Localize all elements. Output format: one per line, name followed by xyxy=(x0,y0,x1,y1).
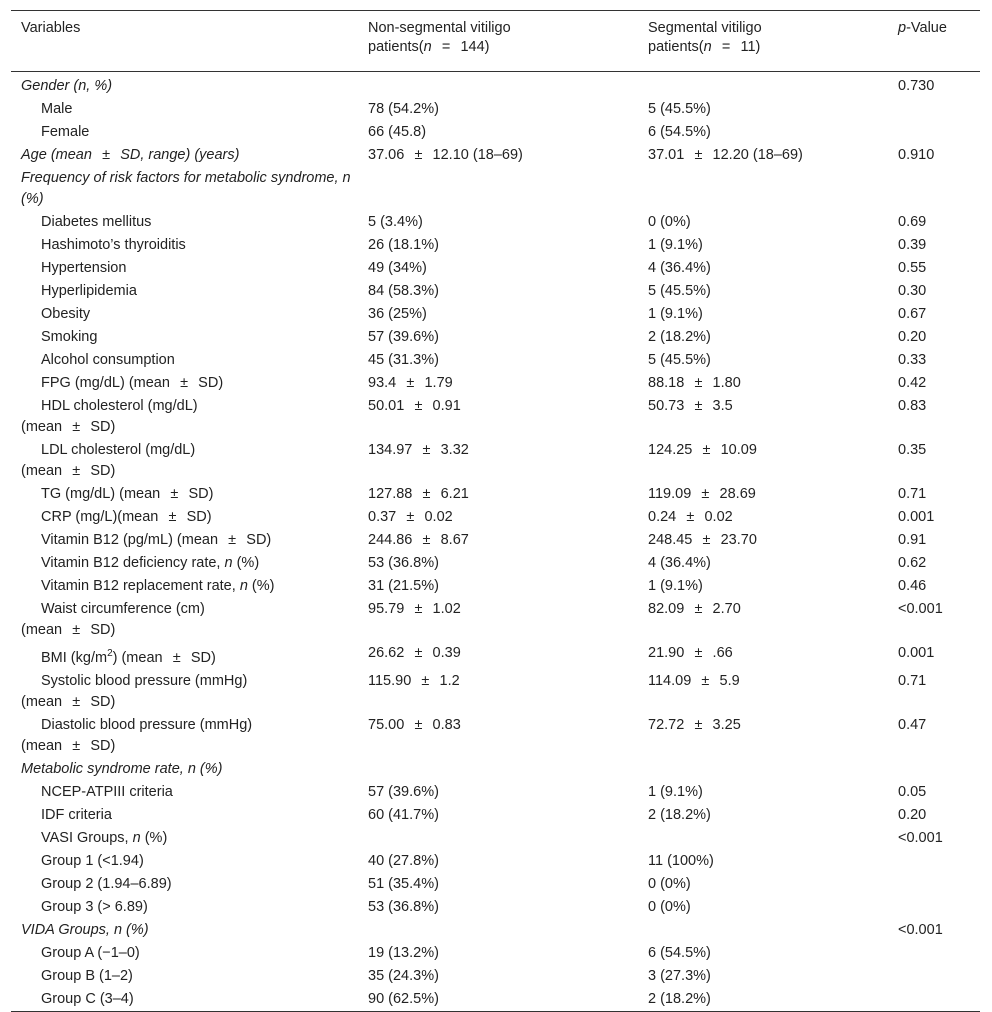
table-row xyxy=(11,280,980,303)
cell-pvalue: 0.69 xyxy=(898,214,927,230)
cell-variable xyxy=(11,506,368,529)
cell-pvalue: 0.001 xyxy=(898,509,935,525)
cell-nonsegmental: 93.4 ± 1.79 xyxy=(368,375,453,391)
cell-nonsegmental xyxy=(368,919,648,942)
table-row xyxy=(11,395,980,439)
cell-nonsegmental: 19 (13.2%) xyxy=(368,944,439,961)
cell-pvalue xyxy=(898,942,980,965)
table-row xyxy=(11,234,980,257)
cell-pvalue: 0.67 xyxy=(898,306,927,322)
table-row xyxy=(11,827,980,850)
cell-nonsegmental: 26 (18.1%) xyxy=(368,237,439,253)
row-label: NCEP-ATPIII criteria xyxy=(41,783,173,800)
row-label: Group 3 (> 6.89) xyxy=(41,898,148,915)
cell-pvalue: 0.910 xyxy=(898,147,935,163)
table-row xyxy=(11,98,980,121)
table-row xyxy=(11,804,980,827)
header-seg-line2b: = 11) xyxy=(711,39,761,55)
table-row xyxy=(11,326,980,349)
cell-variable xyxy=(11,483,368,506)
cell-nonsegmental: 36 (25%) xyxy=(368,306,427,322)
cell-segmental: 2 (18.2%) xyxy=(648,806,711,823)
cell-pvalue xyxy=(898,167,980,211)
cell-nonsegmental: 57 (39.6%) xyxy=(368,329,439,345)
section-label: Gender (n, %) xyxy=(21,78,113,94)
cell-variable xyxy=(11,326,368,349)
table-row xyxy=(11,483,980,506)
cell-nonsegmental: 5 (3.4%) xyxy=(368,214,423,230)
row-label: CRP (mg/L)(mean ± SD) xyxy=(41,509,212,525)
cell-pvalue xyxy=(898,758,980,781)
cell-nonsegmental: 26.62 ± 0.39 xyxy=(368,645,461,661)
table-row xyxy=(11,942,980,965)
row-label-sup: 2 xyxy=(107,648,113,659)
cell-variable xyxy=(11,714,368,758)
table-row xyxy=(11,670,980,714)
cell-pvalue: 0.91 xyxy=(898,532,927,548)
section-label: Age (mean ± SD, range) (years) xyxy=(21,147,240,163)
cell-variable xyxy=(11,670,368,714)
cell-pvalue: 0.55 xyxy=(898,260,927,276)
cell-variable xyxy=(11,372,368,395)
row-label: IDF criteria xyxy=(41,806,112,823)
cell-segmental: 6 (54.5%) xyxy=(648,124,711,140)
cell-variable xyxy=(11,896,368,919)
row-label-b: (%) xyxy=(140,829,168,846)
header-nonsegmental xyxy=(368,11,648,72)
table-row xyxy=(11,506,980,529)
cell-variable xyxy=(11,167,368,211)
row-label: Group 2 (1.94–6.89) xyxy=(41,875,172,892)
cell-variable xyxy=(11,529,368,552)
row-label: Systolic blood pressure (mmHg) xyxy=(41,672,248,689)
cell-variable xyxy=(11,758,368,781)
row-label-b: ) (mean ± SD) xyxy=(112,649,216,666)
cell-variable xyxy=(11,72,368,99)
cell-nonsegmental: 31 (21.5%) xyxy=(368,578,439,594)
cell-pvalue: 0.35 xyxy=(898,442,927,458)
cell-nonsegmental: 115.90 ± 1.2 xyxy=(368,672,460,689)
cell-segmental: 114.09 ± 5.9 xyxy=(648,672,740,689)
table-row xyxy=(11,72,980,99)
vitiligo-comparison-table xyxy=(11,10,980,1012)
table-row xyxy=(11,257,980,280)
cell-pvalue: <0.001 xyxy=(898,601,943,617)
cell-pvalue xyxy=(898,873,980,896)
cell-segmental: 1 (9.1%) xyxy=(648,783,703,800)
cell-nonsegmental: 75.00 ± 0.83 xyxy=(368,716,461,733)
row-label: Smoking xyxy=(41,329,98,345)
cell-variable xyxy=(11,642,368,670)
row-label-b: (%) xyxy=(247,578,275,594)
header-nonseg-n: n xyxy=(423,39,432,55)
cell-pvalue: 0.46 xyxy=(898,578,927,594)
cell-variable xyxy=(11,349,368,372)
cell-segmental xyxy=(648,827,898,850)
table-header-row xyxy=(11,11,980,72)
table-row xyxy=(11,552,980,575)
row-label: FPG (mg/dL) (mean ± SD) xyxy=(41,375,224,391)
cell-pvalue: 0.62 xyxy=(898,555,927,571)
row-label-n: n xyxy=(224,555,233,571)
cell-pvalue: 0.83 xyxy=(898,398,927,414)
cell-nonsegmental: 49 (34%) xyxy=(368,260,427,276)
cell-nonsegmental: 66 (45.8) xyxy=(368,124,427,140)
row-label: LDL cholesterol (mg/dL) xyxy=(41,442,196,458)
table-row xyxy=(11,349,980,372)
cell-segmental: 4 (36.4%) xyxy=(648,555,711,571)
cell-segmental: 11 (100%) xyxy=(648,852,714,869)
cell-nonsegmental xyxy=(368,758,648,781)
cell-nonsegmental xyxy=(368,167,648,211)
row-label: Obesity xyxy=(41,306,91,322)
cell-segmental: 3 (27.3%) xyxy=(648,967,711,984)
row-label: Hyperlipidemia xyxy=(41,283,137,299)
cell-segmental: 4 (36.4%) xyxy=(648,260,711,276)
cell-variable xyxy=(11,804,368,827)
cell-pvalue xyxy=(898,98,980,121)
cell-variable xyxy=(11,257,368,280)
cell-variable xyxy=(11,439,368,483)
cell-variable xyxy=(11,850,368,873)
cell-variable xyxy=(11,144,368,167)
row-label: Waist circumference (cm) xyxy=(41,601,205,617)
cell-segmental: 0.24 ± 0.02 xyxy=(648,509,733,525)
row-label-continued: (mean ± SD) xyxy=(21,419,116,435)
cell-segmental: 0 (0%) xyxy=(648,875,691,892)
header-variables xyxy=(11,11,368,72)
section-label: Metabolic syndrome rate, n (%) xyxy=(21,760,223,777)
cell-nonsegmental: 57 (39.6%) xyxy=(368,783,439,800)
row-label: Alcohol consumption xyxy=(41,352,175,368)
row-label-a: Vitamin B12 deficiency rate, xyxy=(41,555,225,571)
row-label-b: (%) xyxy=(232,555,260,571)
cell-segmental: 1 (9.1%) xyxy=(648,306,703,322)
header-variables-label: Variables xyxy=(21,20,81,36)
cell-pvalue: 0.39 xyxy=(898,237,927,253)
cell-variable xyxy=(11,942,368,965)
cell-segmental xyxy=(648,167,898,211)
cell-nonsegmental: 37.06 ± 12.10 (18–69) xyxy=(368,147,523,163)
cell-nonsegmental: 95.79 ± 1.02 xyxy=(368,601,461,617)
row-label: Group C (3–4) xyxy=(41,990,134,1007)
cell-pvalue: 0.42 xyxy=(898,375,927,391)
row-label: Hashimoto’s thyroiditis xyxy=(41,237,186,253)
cell-variable xyxy=(11,552,368,575)
header-seg-line1: Segmental vitiligo xyxy=(648,20,762,36)
cell-pvalue: 0.20 xyxy=(898,329,927,345)
cell-nonsegmental: 35 (24.3%) xyxy=(368,967,439,984)
cell-pvalue: 0.33 xyxy=(898,352,927,368)
row-label-a: BMI (kg/m xyxy=(41,649,108,666)
cell-variable xyxy=(11,303,368,326)
cell-pvalue: 0.20 xyxy=(898,806,927,823)
row-label: Vitamin B12 (pg/mL) (mean ± SD) xyxy=(41,532,272,548)
cell-nonsegmental: 78 (54.2%) xyxy=(368,101,439,117)
cell-segmental: 37.01 ± 12.20 (18–69) xyxy=(648,147,803,163)
row-label: Diabetes mellitus xyxy=(41,214,152,230)
row-label: Female xyxy=(41,124,90,140)
cell-nonsegmental xyxy=(368,72,648,99)
section-label: VIDA Groups, n (%) xyxy=(21,921,149,938)
cell-nonsegmental: 40 (27.8%) xyxy=(368,852,439,869)
cell-nonsegmental: 134.97 ± 3.32 xyxy=(368,442,469,458)
header-seg-n: n xyxy=(703,39,712,55)
cell-nonsegmental: 60 (41.7%) xyxy=(368,806,439,823)
cell-pvalue xyxy=(898,988,980,1012)
row-label: HDL cholesterol (mg/dL) xyxy=(41,398,198,414)
header-pvalue xyxy=(898,11,980,72)
cell-nonsegmental: 51 (35.4%) xyxy=(368,875,439,892)
cell-segmental xyxy=(648,919,898,942)
row-label-continued: (mean ± SD) xyxy=(21,737,116,754)
row-label-a: Vitamin B12 replacement rate, xyxy=(41,578,240,594)
table-row xyxy=(11,372,980,395)
cell-pvalue xyxy=(898,896,980,919)
table-row xyxy=(11,781,980,804)
row-label xyxy=(21,576,274,597)
table-row xyxy=(11,919,980,942)
table-row xyxy=(11,303,980,326)
cell-pvalue: <0.001 xyxy=(898,829,943,846)
cell-variable xyxy=(11,827,368,850)
table-row xyxy=(11,439,980,483)
cell-nonsegmental xyxy=(368,827,648,850)
cell-variable xyxy=(11,121,368,144)
cell-nonsegmental: 90 (62.5%) xyxy=(368,990,439,1007)
cell-segmental: 248.45 ± 23.70 xyxy=(648,532,757,548)
row-label xyxy=(21,553,259,574)
cell-variable xyxy=(11,988,368,1012)
header-p-italic: p xyxy=(898,20,907,36)
cell-variable xyxy=(11,98,368,121)
cell-nonsegmental: 53 (36.8%) xyxy=(368,555,439,571)
cell-pvalue: 0.730 xyxy=(898,78,935,94)
cell-nonsegmental: 127.88 ± 6.21 xyxy=(368,486,469,502)
header-segmental xyxy=(648,11,898,72)
table-row xyxy=(11,896,980,919)
table-row xyxy=(11,758,980,781)
cell-variable xyxy=(11,598,368,642)
cell-pvalue xyxy=(898,965,980,988)
cell-pvalue xyxy=(898,850,980,873)
section-label: Frequency of risk factors for metabolic syndrome, n (%) xyxy=(21,170,351,207)
table-row xyxy=(11,598,980,642)
cell-variable xyxy=(11,575,368,598)
table-row xyxy=(11,121,980,144)
table-row xyxy=(11,211,980,234)
cell-nonsegmental: 45 (31.3%) xyxy=(368,352,439,368)
cell-segmental: 0 (0%) xyxy=(648,214,691,230)
cell-pvalue: 0.05 xyxy=(898,783,927,800)
header-nonseg-line1: Non-segmental vitiligo xyxy=(368,20,511,36)
cell-segmental: 119.09 ± 28.69 xyxy=(648,486,756,502)
cell-segmental: 21.90 ± .66 xyxy=(648,645,733,661)
header-p-rest: -Value xyxy=(906,20,947,36)
cell-pvalue: 0.001 xyxy=(898,645,935,661)
cell-segmental: 88.18 ± 1.80 xyxy=(648,375,741,391)
cell-variable xyxy=(11,211,368,234)
cell-segmental: 2 (18.2%) xyxy=(648,329,711,345)
cell-segmental xyxy=(648,72,898,99)
row-label-a: VASI Groups, xyxy=(41,829,133,846)
cell-nonsegmental: 0.37 ± 0.02 xyxy=(368,509,453,525)
cell-segmental: 0 (0%) xyxy=(648,898,691,915)
cell-segmental: 72.72 ± 3.25 xyxy=(648,716,741,733)
cell-segmental: 2 (18.2%) xyxy=(648,990,711,1007)
cell-pvalue xyxy=(898,121,980,144)
table-row xyxy=(11,642,980,670)
row-label: Diastolic blood pressure (mmHg) xyxy=(41,716,253,733)
cell-segmental: 50.73 ± 3.5 xyxy=(648,398,733,414)
header-nonseg-line2b: = 144) xyxy=(431,39,490,55)
cell-variable xyxy=(11,395,368,439)
row-label: Group A (−1–0) xyxy=(41,944,140,961)
cell-segmental: 1 (9.1%) xyxy=(648,578,703,594)
cell-nonsegmental: 53 (36.8%) xyxy=(368,898,439,915)
cell-segmental: 1 (9.1%) xyxy=(648,237,703,253)
cell-pvalue: 0.47 xyxy=(898,716,927,733)
row-label: Hypertension xyxy=(41,260,127,276)
cell-segmental: 5 (45.5%) xyxy=(648,283,711,299)
cell-segmental: 5 (45.5%) xyxy=(648,101,711,117)
table-row xyxy=(11,167,980,211)
cell-variable xyxy=(11,965,368,988)
cell-pvalue: <0.001 xyxy=(898,921,943,938)
cell-segmental: 124.25 ± 10.09 xyxy=(648,442,757,458)
cell-variable xyxy=(11,234,368,257)
row-label xyxy=(21,643,216,669)
cell-variable xyxy=(11,873,368,896)
cell-variable xyxy=(11,919,368,942)
cell-nonsegmental: 84 (58.3%) xyxy=(368,283,439,299)
table-row xyxy=(11,988,980,1012)
table-body xyxy=(11,72,980,1012)
row-label: Group 1 (<1.94) xyxy=(41,852,144,869)
cell-variable xyxy=(11,280,368,303)
cell-nonsegmental: 50.01 ± 0.91 xyxy=(368,398,461,414)
row-label-continued: (mean ± SD) xyxy=(21,693,116,710)
cell-segmental xyxy=(648,758,898,781)
row-label: TG (mg/dL) (mean ± SD) xyxy=(41,486,214,502)
row-label-continued: (mean ± SD) xyxy=(21,622,116,638)
row-label: Group B (1–2) xyxy=(41,967,133,984)
cell-variable xyxy=(11,781,368,804)
header-seg-line2a: patients( xyxy=(648,39,704,55)
cell-segmental: 5 (45.5%) xyxy=(648,352,711,368)
table-row xyxy=(11,144,980,167)
cell-pvalue: 0.30 xyxy=(898,283,927,299)
table-row xyxy=(11,529,980,552)
row-label-continued: (mean ± SD) xyxy=(21,463,116,479)
table-row xyxy=(11,965,980,988)
header-nonseg-line2a: patients( xyxy=(368,39,424,55)
cell-nonsegmental: 244.86 ± 8.67 xyxy=(368,532,469,548)
cell-segmental: 6 (54.5%) xyxy=(648,944,711,961)
row-label-n: n xyxy=(132,829,141,846)
cell-pvalue: 0.71 xyxy=(898,486,927,502)
cell-segmental: 82.09 ± 2.70 xyxy=(648,601,741,617)
table-row xyxy=(11,714,980,758)
table-row xyxy=(11,873,980,896)
table-row xyxy=(11,850,980,873)
row-label-n: n xyxy=(239,578,248,594)
cell-pvalue: 0.71 xyxy=(898,672,927,689)
row-label: Male xyxy=(41,101,73,117)
table-row xyxy=(11,575,980,598)
row-label xyxy=(21,828,167,849)
